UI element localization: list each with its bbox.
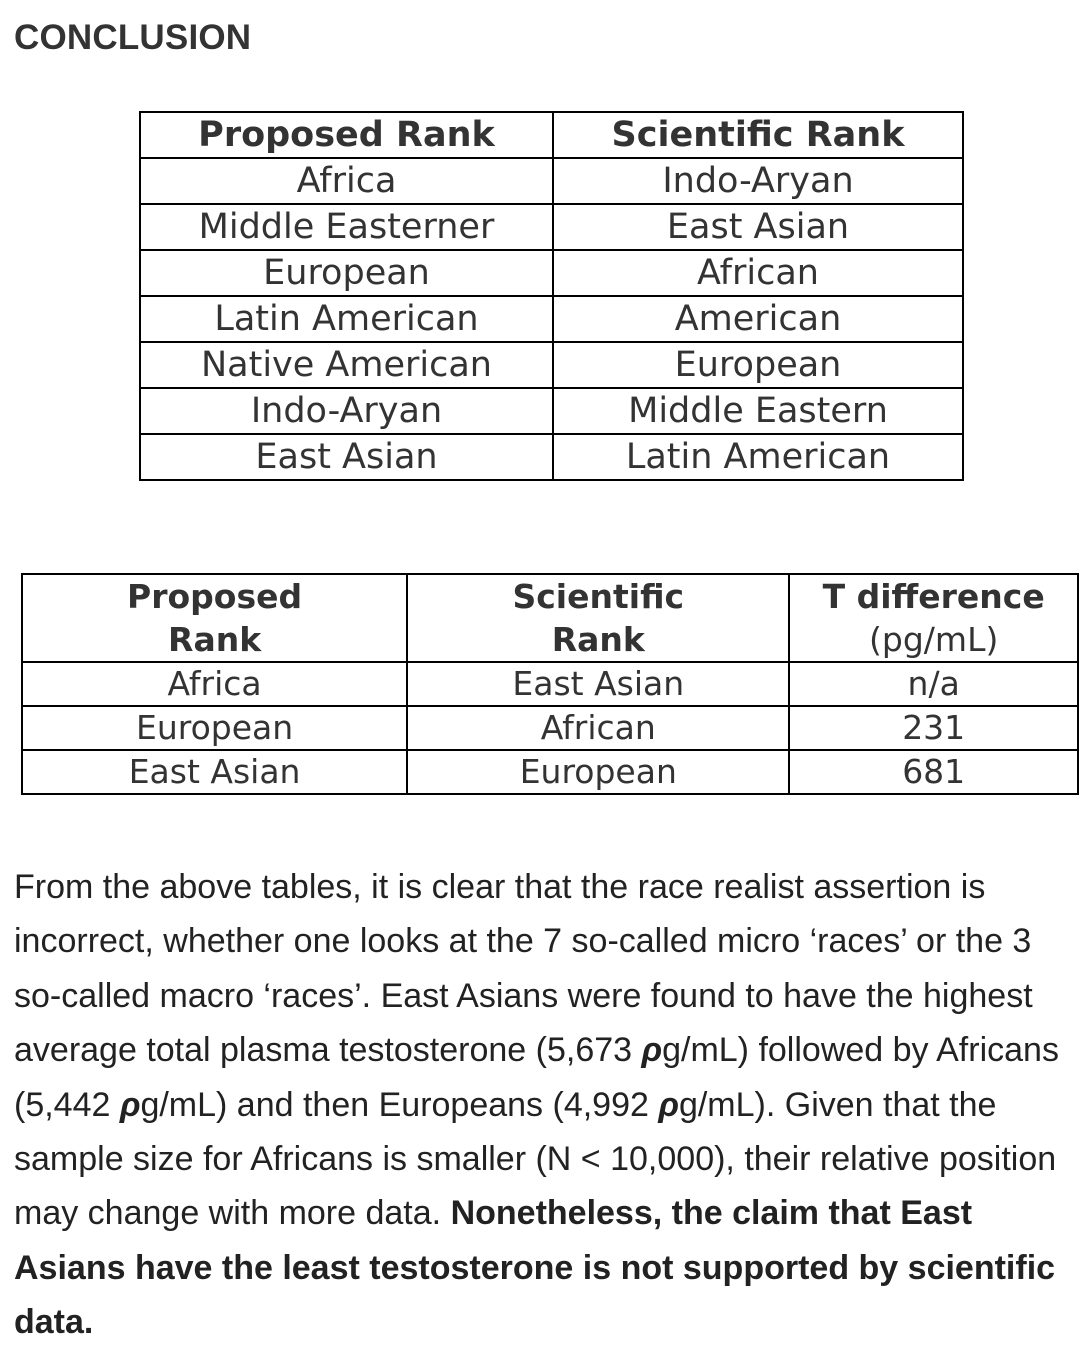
table-cell: 231 — [789, 706, 1078, 750]
table-cell: Africa — [140, 158, 553, 204]
table-cell: European — [140, 250, 553, 296]
bold-conclusion: Nonetheless, the claim that East Asians have the least testosterone is not supported by scientific data. — [14, 1194, 1056, 1342]
table-header-cell — [22, 574, 407, 662]
table-cell: n/a — [789, 662, 1078, 706]
header-line: Scientific — [512, 577, 685, 616]
header-line: Proposed — [127, 577, 303, 616]
table-cell: Middle Easterner — [140, 204, 553, 250]
table-cell: Middle Eastern — [553, 388, 963, 434]
header-line: Rank — [168, 620, 262, 659]
table-row — [140, 204, 963, 250]
table-header-row — [140, 112, 963, 158]
paragraph-text: g/mL) and then Europeans (4,992 — [140, 1085, 659, 1124]
table-cell: African — [553, 250, 963, 296]
rho-symbol: ρ — [641, 1031, 663, 1070]
table-cell: Africa — [22, 662, 407, 706]
table-row — [140, 250, 963, 296]
table-row — [140, 158, 963, 204]
table-header-cell — [407, 574, 789, 662]
table-cell: African — [407, 706, 789, 750]
table-header-cell: Proposed Rank — [140, 112, 553, 158]
table-cell: 681 — [789, 750, 1078, 794]
table-row — [22, 750, 1078, 794]
table-cell: American — [553, 296, 963, 342]
table-cell: East Asian — [553, 204, 963, 250]
table-cell: Native American — [140, 342, 553, 388]
table-header-cell: Scientific Rank — [553, 112, 963, 158]
table-cell: Indo-Aryan — [553, 158, 963, 204]
table-cell: European — [407, 750, 789, 794]
header-line: T difference — [822, 577, 1045, 616]
table-row — [140, 434, 963, 480]
table-row — [22, 662, 1078, 706]
table-cell: Latin American — [553, 434, 963, 480]
table-cell: East Asian — [140, 434, 553, 480]
table-row — [140, 388, 963, 434]
paragraph-text: g/mL). Given that the sample size for Africans is smaller (N < 10,000), their relative position may change with more data. — [14, 1085, 1057, 1233]
table-cell: East Asian — [407, 662, 789, 706]
page-title: CONCLUSION — [14, 18, 252, 57]
header-unit: (pg/mL) — [869, 620, 999, 659]
paragraph-text: g/mL) followed by Africans (5,442 — [14, 1031, 1059, 1124]
paragraph-text: From the above tables, it is clear that the race realist assertion is incorrect, whether one looks at the 7 so-called micro ‘races’ or the 3 so-called macro ‘races’. East Asians were found to have the highest average total plasma testosterone (5,673 — [14, 868, 1033, 1070]
table-cell: East Asian — [22, 750, 407, 794]
testosterone-difference-table — [21, 573, 1079, 795]
table-row — [140, 342, 963, 388]
table-cell: Indo-Aryan — [140, 388, 553, 434]
rho-symbol: ρ — [119, 1085, 141, 1124]
rank-comparison-table — [139, 111, 964, 481]
table-cell: Latin American — [140, 296, 553, 342]
table-header-row — [22, 574, 1078, 662]
table-cell: European — [22, 706, 407, 750]
table-row — [140, 296, 963, 342]
table-header-cell — [789, 574, 1078, 662]
table-row — [22, 706, 1078, 750]
table-cell: European — [553, 342, 963, 388]
conclusion-paragraph — [14, 860, 1076, 1350]
header-line: Rank — [551, 620, 645, 659]
rho-symbol: ρ — [658, 1085, 679, 1124]
